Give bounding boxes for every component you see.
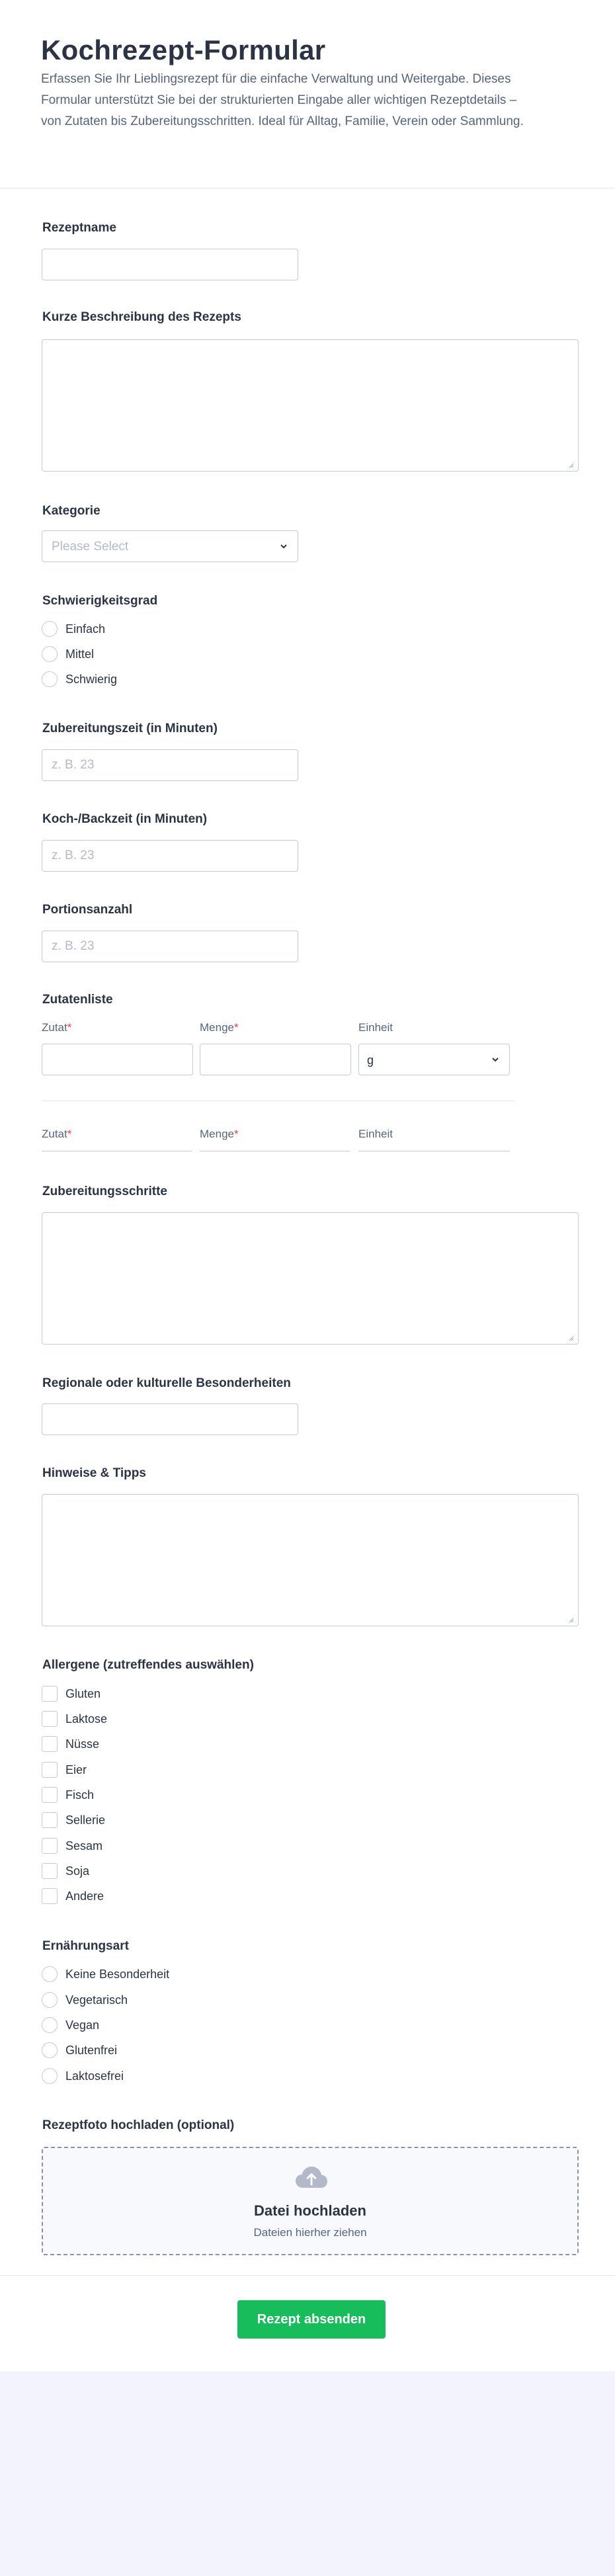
option-label: Gluten xyxy=(65,1687,101,1700)
zubereitungszeit-label: Zubereitungszeit (in Minuten) xyxy=(42,722,218,735)
schwierigkeit-label: Schwierigkeitsgrad xyxy=(42,594,158,608)
einheit-select-value: g xyxy=(367,1054,374,1067)
form-header xyxy=(0,0,615,188)
zutat-input[interactable] xyxy=(42,1044,193,1075)
cloud-upload-icon xyxy=(295,2165,328,2189)
resize-grip-icon[interactable] xyxy=(569,1336,574,1341)
foto-label: Rezeptfoto hochladen (optional) xyxy=(42,2118,235,2132)
checkbox[interactable] xyxy=(42,1888,58,1904)
menge-input[interactable] xyxy=(200,1044,351,1075)
radio-button[interactable] xyxy=(42,2042,58,2058)
resize-grip-icon[interactable] xyxy=(569,1618,574,1623)
zubereitungszeit-input[interactable] xyxy=(42,749,298,781)
option-label: Fisch xyxy=(65,1788,95,1802)
option-label: Vegetarisch xyxy=(65,1993,128,2007)
radio-button[interactable] xyxy=(42,2068,58,2084)
rezeptname-input[interactable] xyxy=(42,249,298,280)
chevron-down-icon xyxy=(491,1055,500,1064)
page-title: Kochrezept-Formular xyxy=(41,34,326,65)
portionen-input[interactable] xyxy=(42,931,298,962)
option-label: Andere xyxy=(65,1890,104,1903)
ernaehrung-label: Ernährungsart xyxy=(42,1939,129,1953)
submit-button[interactable]: Rezept absenden xyxy=(237,2300,386,2339)
regional-input[interactable] xyxy=(42,1403,298,1435)
kategorie-select-value: Please Select xyxy=(52,540,129,554)
option-label: Sellerie xyxy=(65,1813,106,1827)
zutaten-label: Zutatenliste xyxy=(42,993,113,1007)
checkbox[interactable] xyxy=(42,1838,58,1854)
upload-title: Datei hochladen xyxy=(254,2202,366,2219)
radio-button[interactable] xyxy=(42,2017,58,2033)
col-zutat-label: Zutat* xyxy=(42,1128,72,1140)
col-einheit-label: Einheit xyxy=(358,1021,393,1034)
beschreibung-textarea[interactable] xyxy=(42,339,579,472)
radio-button[interactable] xyxy=(42,1992,58,2008)
checkbox[interactable] xyxy=(42,1711,58,1727)
option-label: Vegan xyxy=(65,2018,100,2032)
schritte-label: Zubereitungsschritte xyxy=(42,1184,167,1198)
upload-subtitle: Dateien hierher ziehen xyxy=(253,2226,367,2239)
checkbox[interactable] xyxy=(42,1762,58,1778)
schritte-textarea[interactable] xyxy=(42,1212,579,1345)
radio-button[interactable] xyxy=(42,646,58,662)
col-einheit-label: Einheit xyxy=(358,1128,393,1140)
regional-label: Regionale oder kulturelle Besonderheiten xyxy=(42,1376,291,1390)
checkbox[interactable] xyxy=(42,1787,58,1803)
checkbox[interactable] xyxy=(42,1812,58,1828)
kategorie-label: Kategorie xyxy=(42,504,101,518)
option-label: Keine Besonderheit xyxy=(65,1968,170,1981)
radio-button[interactable] xyxy=(42,671,58,687)
checkbox[interactable] xyxy=(42,1736,58,1752)
radio-button[interactable] xyxy=(42,1966,58,1982)
kochzeit-input[interactable] xyxy=(42,840,298,872)
hinweise-textarea[interactable] xyxy=(42,1494,579,1626)
kategorie-select[interactable] xyxy=(42,530,298,562)
page-subtitle: Erfassen Sie Ihr Lieblingsrezept für die einfache Verwaltung und Weitergabe. Dieses Formular unterstützt Sie bei der strukturierten Eingabe aller wichtigen Rezeptdetails – von Zutaten bis Zubereitungsschritten. Ideal für Alltag, Familie, Verein oder Sammlung. xyxy=(41,72,524,128)
col-zutat-label: Zutat* xyxy=(42,1021,72,1034)
option-label: Mittel xyxy=(65,647,95,661)
file-upload-dropzone[interactable] xyxy=(42,2147,579,2255)
footer-divider xyxy=(0,2275,615,2276)
resize-grip-icon[interactable] xyxy=(569,463,574,468)
kochzeit-label: Koch-/Backzeit (in Minuten) xyxy=(42,812,208,826)
radio-button[interactable] xyxy=(42,621,58,637)
hinweise-label: Hinweise & Tipps xyxy=(42,1466,146,1480)
option-label: Laktose xyxy=(65,1712,108,1725)
option-label: Laktosefrei xyxy=(65,2069,124,2083)
option-label: Glutenfrei xyxy=(65,2044,118,2057)
option-label: Nüsse xyxy=(65,1737,100,1751)
portionen-label: Portionsanzahl xyxy=(42,903,133,917)
allergene-label: Allergene (zutreffendes auswählen) xyxy=(42,1658,254,1672)
checkbox[interactable] xyxy=(42,1686,58,1702)
rezeptname-label: Rezeptname xyxy=(42,221,116,235)
col-menge-label: Menge* xyxy=(200,1128,239,1140)
beschreibung-label: Kurze Beschreibung des Rezepts xyxy=(42,310,241,324)
chevron-down-icon xyxy=(279,542,288,551)
option-label: Schwierig xyxy=(65,673,118,686)
option-label: Eier xyxy=(65,1763,87,1776)
checkbox[interactable] xyxy=(42,1863,58,1879)
col-menge-label: Menge* xyxy=(200,1021,239,1034)
option-label: Soja xyxy=(65,1864,90,1878)
option-label: Sesam xyxy=(65,1839,103,1852)
einheit-select[interactable] xyxy=(358,1044,510,1075)
option-label: Einfach xyxy=(65,622,106,636)
